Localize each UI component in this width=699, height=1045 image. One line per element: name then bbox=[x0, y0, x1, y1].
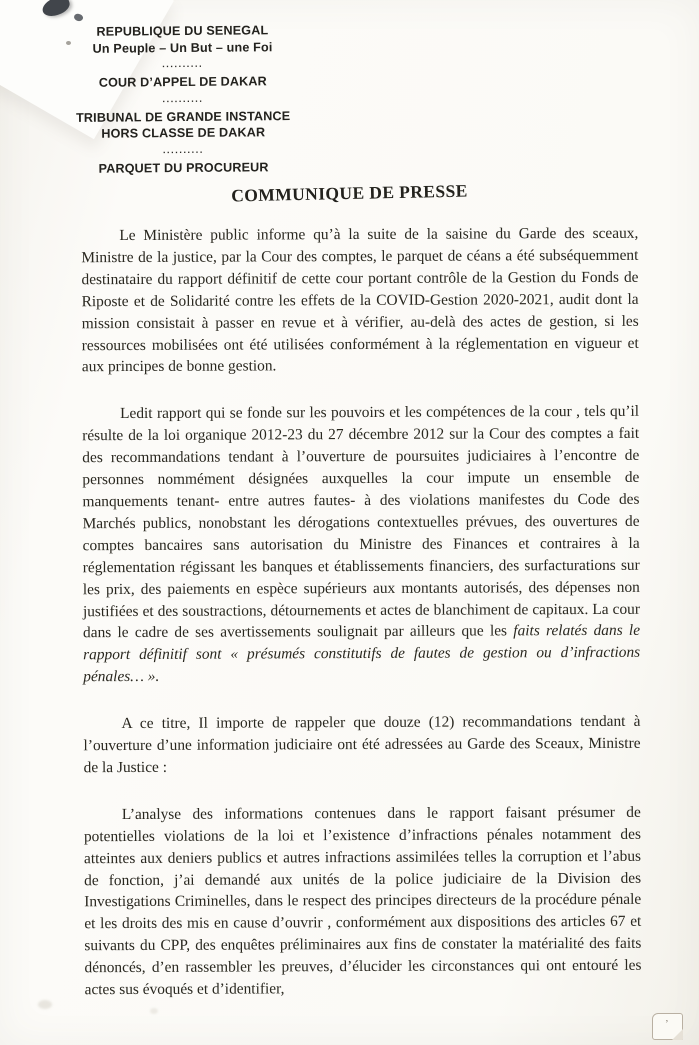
letterhead-separator: .......... bbox=[162, 144, 204, 155]
scan-smudge bbox=[38, 1000, 52, 1009]
paragraph-segment: Ledit rapport qui se fonde sur les pouvoirs et les compétences de la cour , tels qu’il résulte de la loi organique 2012-23 du 27 décembre 2012 sur la Cour des comptes a fait des recommandations tendant à l’ouverture de poursuites judiciaires à l’encontre de personnes nommément désignées auxquelles la cour impute un ensemble de manquements tenant- entre autres fautes- à des violations manifestes du Code des Marchés publics, nonobstant les dérogations contextuelles prévues, des ouvertures de comptes bancaires sans autorisation du Ministre des Finances et contraires à la réglementation régissant les banques et établissements financiers, des surfacturations sur les prix, des paiements en espèce supérieurs aux montants autorisés, des dépenses non justifiées et des soustractions, détournements et actes de blanchiment de capitaux. La cour dans le cadre de ses avertissements soulignait par ailleurs que les bbox=[82, 403, 640, 642]
page-corner-glyph: ’ bbox=[665, 1018, 669, 1030]
letterhead-line: TRIBUNAL DE GRANDE INSTANCE bbox=[75, 108, 291, 125]
letterhead-line: HORS CLASSE DE DAKAR bbox=[101, 125, 266, 141]
page-curl-icon bbox=[652, 1013, 683, 1040]
letterhead-separator: .......... bbox=[162, 58, 204, 70]
letterhead-separator: .......... bbox=[162, 93, 204, 104]
document-letterhead bbox=[57, 23, 308, 178]
paragraph-segment: A ce titre, Il importe de rappeler que douze (12) recommandations tendant à l’ouverture d’une information judiciaire ont été adressées au Garde des Sceaux, Ministre de la Justice : bbox=[83, 712, 641, 777]
page-curl-fold bbox=[672, 1029, 683, 1040]
document-title: COMMUNIQUE DE PRESSE bbox=[231, 180, 468, 206]
document-body bbox=[81, 223, 641, 1026]
letterhead-line: PARQUET DU PROCUREUR bbox=[98, 159, 269, 176]
paragraph bbox=[81, 223, 639, 379]
paragraph bbox=[83, 711, 640, 779]
letterhead-line: REPUBLIQUE DU SENEGAL bbox=[96, 23, 269, 39]
letterhead-line: COUR D’APPEL DE DAKAR bbox=[98, 74, 267, 90]
paragraph-segment-italic: faits relatés dans le rapport définitif sont « présumés constitutifs de fautes de gestion ou d’infractions pénales… ». bbox=[83, 622, 641, 686]
paragraph bbox=[84, 802, 642, 1002]
letterhead-line: Un Peuple – Un But – une Foi bbox=[92, 39, 273, 56]
paragraph-segment: L’analyse des informations contenues dans le rapport faisant présumer de potentielles violations de la loi et l’existence d’infractions pénales notamment des atteintes aux deniers publics et autres infractions assimilées telles la corruption et l’abus de fonction, j’ai demandé aux unités de la police judiciaire de la Division des Investigations Criminelles, dans le respect des principes directeurs de la procédure pénale et les droits des mis en cause d’ouvrir , conformément aux dispositions des articles 67 et suivants du CPP, des enquêtes préliminaires aux fins de constater la matérialité des faits dénoncés, d’en rassembler les preuves, d’élucider les circonstances qui ont entouré les actes sus évoqués et d’identifier, bbox=[83, 803, 642, 999]
paragraph-segment: Le Ministère public informe qu’à la suite de la saisine du Garde des sceaux, Ministre de la justice, par la Cour des comptes, le parquet de céans a été subséquemment destinataire du rapport définitif de cette cour portant contrôle de la Gestion du Fonds de Riposte et de Solidarité contre les effets de la COVID-Gestion 2020-2021, audit dont la mission consistait à passer en revue et à vérifier, au-delà des actes de gestion, si les ressources mobilisées ont été utilisées conformément à la réglementation en vigueur et aux principes de bonne gestion. bbox=[81, 224, 639, 376]
paragraph bbox=[82, 401, 640, 688]
